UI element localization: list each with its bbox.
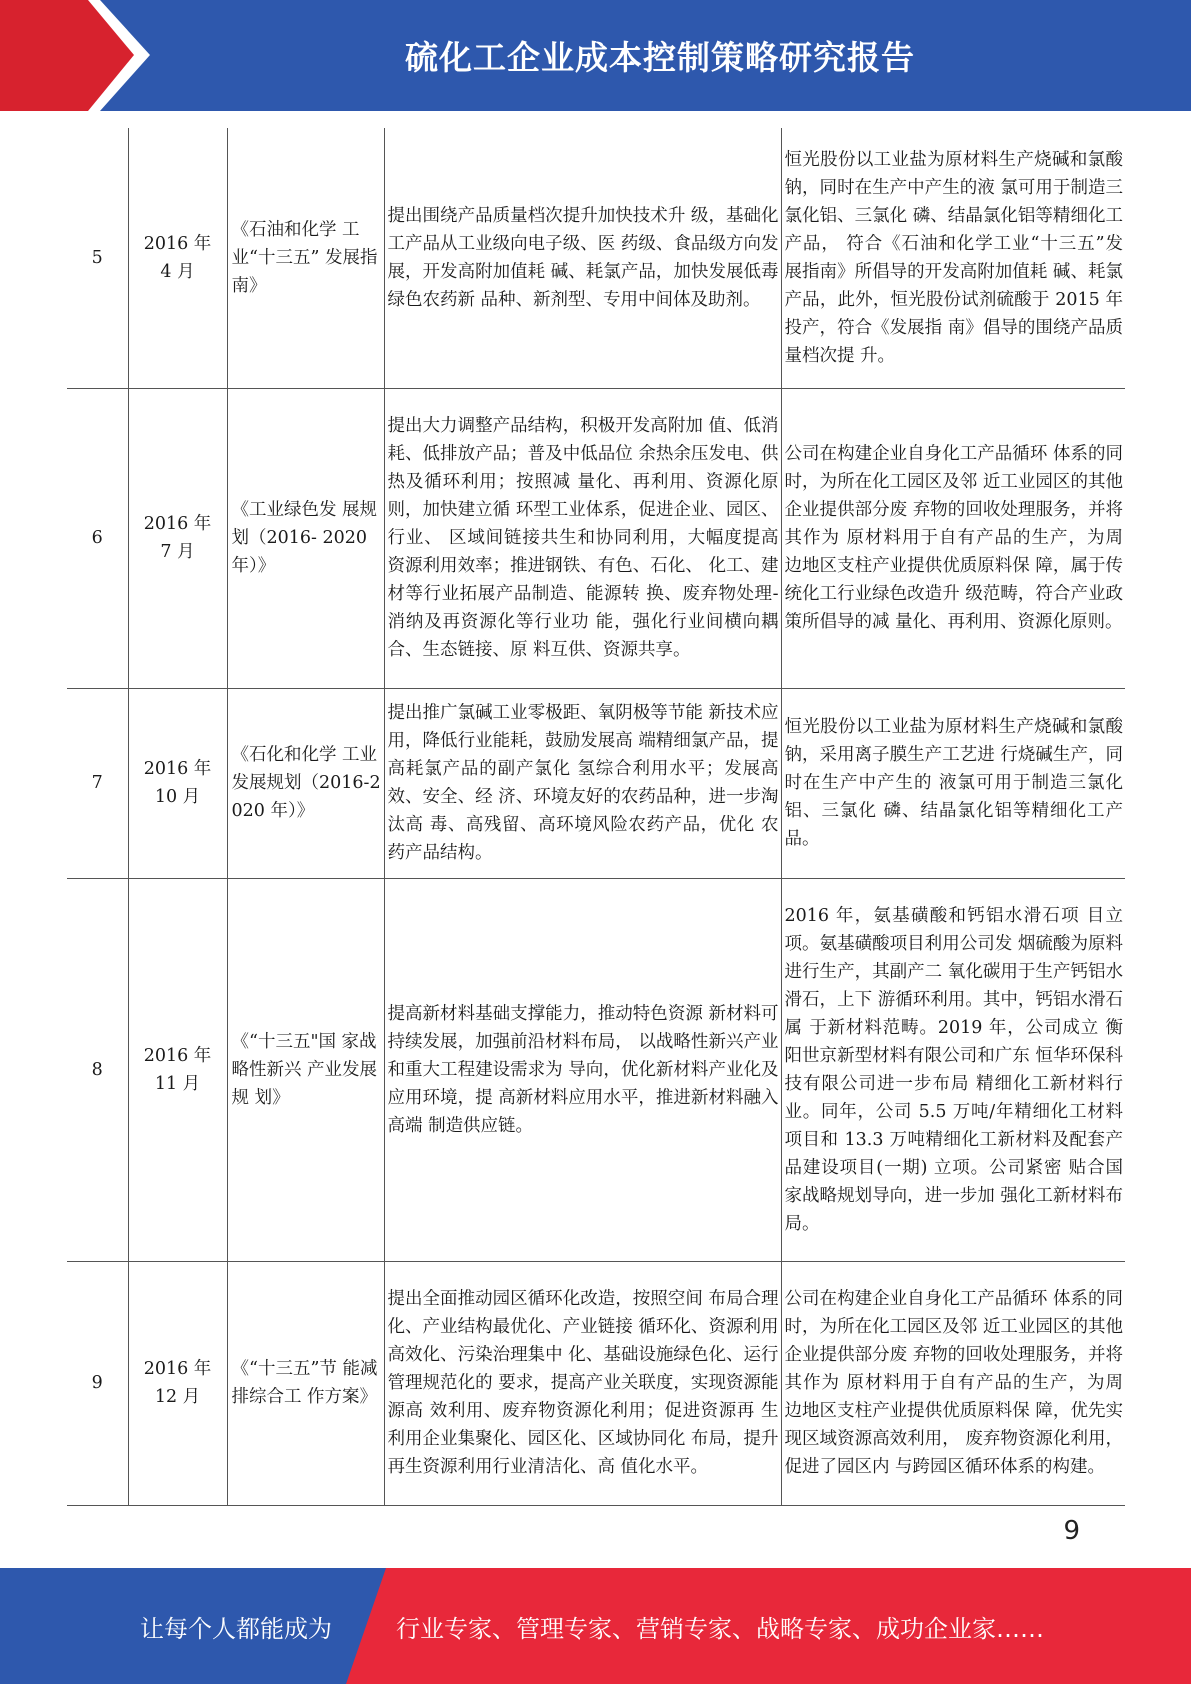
table-row: [67, 388, 1125, 688]
row-date-year: 2016 年: [143, 1359, 212, 1379]
row-policy-name: 《石油和化学 工业“十三五” 发展指南》: [227, 128, 384, 388]
row-policy-content: 提高新材料基础支撑能力，推动特色资源 新材料可持续发展，加强前沿材料布局， 以战略性新兴产业和重大工程建设需求为 导向，优化新材料产业化及应用环境，提 高新材料应用水平，推进新材料融入高端 制造供应链。: [384, 878, 781, 1261]
row-company-relation: 公司在构建企业自身化工产品循环 体系的同时，为所在化工园区及邻 近工业园区的其他企业提供部分废 弃物的回收处理服务，并将其作为 原材料用于自有产品的生产，为周 边地区支柱产业提供优质原料保 障，属于传统化工行业绿色改造升 级范畴，符合产业政策所倡导的减 量化、再利用、资源化原则。: [781, 388, 1125, 688]
document-title: 硫化工企业成本控制策略研究报告: [405, 38, 915, 77]
row-policy-content: 提出全面推动园区循环化改造，按照空间 布局合理化、产业结构最优化、产业链接 循环化、资源利用高效化、污染治理集中 化、基础设施绿色化、运行管理规范化的 要求，提高产业关联度，实现资源能源高 效利用、废弃物资源化利用；促进资源再 生利用企业集聚化、园区化、区域协同化 布局，提升再生资源利用行业清洁化、高 值化水平。: [384, 1261, 781, 1505]
table-row: [67, 128, 1125, 388]
row-date: [128, 1261, 227, 1505]
row-date-month: 12 月: [154, 1387, 201, 1407]
row-policy-name: 《“十三五"国 家战略性新兴 产业发展规 划》: [227, 878, 384, 1261]
row-policy-content: 提出推广氯碱工业零极距、氧阴极等节能 新技术应用，降低行业能耗，鼓励发展高 端精细氯产品，提高耗氯产品的副产氯化 氢综合利用水平；发展高效、安全、经 济、环境友好的农药品种，进一步淘汰高 毒、高残留、高环境风险农药产品，优化 农药产品结构。: [384, 688, 781, 878]
row-date-month: 4 月: [160, 261, 195, 282]
table-row: [67, 878, 1125, 1261]
row-number: 5: [67, 128, 128, 388]
table-row: [67, 688, 1125, 878]
row-company-relation: 恒光股份以工业盐为原材料生产烧碱和氯酸钠，同时在生产中产生的液 氯可用于制造三氯化铝、三氯化 磷、结晶氯化铝等精细化工产品， 符合《石油和化学工业“十三五”发 展指南》所倡导的开发高附加值耗 碱、耗氯产品，此外，恒光股份试剂硫酸于 2015 年投产，符合《发展指 南》倡导的围绕产品质量档次提 升。: [781, 128, 1125, 388]
row-policy-content: 提出围绕产品质量档次提升加快技术升 级，基础化工产品从工业级向电子级、医 药级、食品级方向发展，开发高附加值耗 碱、耗氯产品，加快发展低毒绿色农药新 品种、新剂型、专用中间体及助剂。: [384, 128, 781, 388]
row-policy-name: 《石化和化学 工业发展规划（2016-2020 年）》: [227, 688, 384, 878]
page-number: 9: [1063, 1516, 1080, 1546]
table-row: [67, 1261, 1125, 1505]
footer-slogan-right: 行业专家、管理专家、营销专家、战略专家、成功企业家……: [396, 1614, 1044, 1643]
row-number: 6: [67, 388, 128, 688]
policy-table: [67, 128, 1125, 1506]
row-date: [128, 128, 227, 388]
row-company-relation: 2016 年，氨基磺酸和钙铝水滑石项 目立项。氨基磺酸项目利用公司发 烟硫酸为原料进行生产，其副产二 氧化碳用于生产钙铝水滑石，上下 游循环利用。其中，钙铝水滑石属 于新材料范畴。2019 年，公司成立 衡阳世京新型材料有限公司和广东 恒华环保科技有限公司进一步布局 精细化工新材料行业。同年，公司 5.5 万吨/年精细化工材料项目和 13.3 万吨精细化工新材料及配套产 品建设项目(一期) 立项。公司紧密 贴合国家战略规划导向，进一步加 强化工新材料布局。: [781, 878, 1125, 1261]
row-number: 7: [67, 688, 128, 878]
row-policy-name: 《工业绿色发 展规划（2016- 2020 年）》: [227, 388, 384, 688]
row-company-relation: 公司在构建企业自身化工产品循环 体系的同时，为所在化工园区及邻 近工业园区的其他企业提供部分废 弃物的回收处理服务，并将其作为 原材料用于自有产品的生产，为周 边地区支柱产业提供优质原料保 障，优先实现区域资源高效利用， 废弃物资源化利用，促进了园区内 与跨园区循环体系的构建。: [781, 1261, 1125, 1505]
row-number: 8: [67, 878, 128, 1261]
footer-slogan-left: 让每个人都能成为: [140, 1614, 332, 1643]
row-date-month: 7 月: [160, 542, 195, 562]
row-date: [128, 878, 227, 1261]
row-date-year: 2016 年: [143, 233, 212, 254]
row-policy-content: 提出大力调整产品结构，积极开发高附加 值、低消耗、低排放产品；普及中低品位 余热余压发电、供热及循环利用；按照减 量化、再利用、资源化原则，加快建立循 环型工业体系，促进企业、园区、行业、 区域间链接共生和协同利用，大幅度提高 资源利用效率；推进钢铁、有色、石化、 化工、建材等行业拓展产品制造、能源转 换、废弃物处理-消纳及再资源化等行业功 能，强化行业间横向耦合、生态链接、原 料互供、资源共享。: [384, 388, 781, 688]
row-policy-name: 《“十三五”节 能减排综合工 作方案》: [227, 1261, 384, 1505]
row-number: 9: [67, 1261, 128, 1505]
header-chevron-icon: [0, 0, 160, 111]
row-date-month: 10 月: [154, 787, 201, 807]
page-header: [0, 0, 1191, 111]
page-footer: [0, 1568, 1191, 1684]
row-date-year: 2016 年: [143, 759, 212, 779]
row-company-relation: 恒光股份以工业盐为原材料生产烧碱和氯酸钠，采用离子膜生产工艺进 行烧碱生产，同时在生产中产生的 液氯可用于制造三氯化铝、三氯化 磷、结晶氯化铝等精细化工产品。: [781, 688, 1125, 878]
row-date-month: 11 月: [154, 1073, 201, 1094]
row-date-year: 2016 年: [143, 514, 212, 534]
row-date: [128, 688, 227, 878]
row-date: [128, 388, 227, 688]
row-date-year: 2016 年: [143, 1045, 212, 1066]
